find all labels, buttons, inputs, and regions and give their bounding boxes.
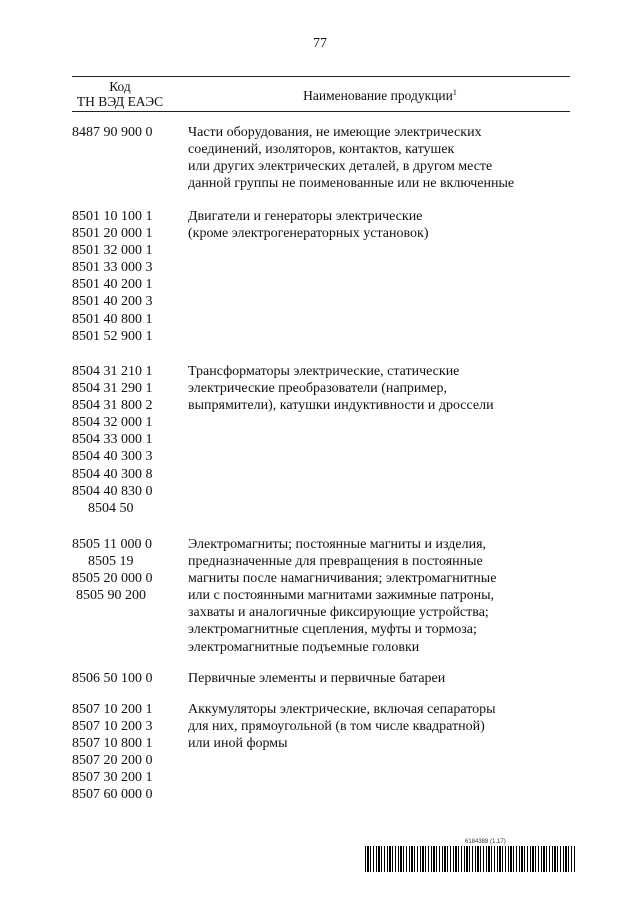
table-header-rule bbox=[72, 111, 570, 112]
code-value: 8501 33 000 3 bbox=[72, 260, 153, 276]
description-line: выпрямители), катушки индуктивности и дроссели bbox=[188, 398, 494, 414]
description-line: или иной формы bbox=[188, 736, 288, 752]
code-cell bbox=[72, 124, 176, 141]
code-value: 8501 32 000 1 bbox=[72, 243, 153, 259]
code-value: 8504 40 300 8 bbox=[72, 466, 153, 482]
column-header-code-line1: Код bbox=[109, 79, 131, 94]
description-line: для них, прямоугольной (в том числе квадратной) bbox=[188, 719, 485, 735]
code-value: 8504 40 300 3 bbox=[72, 449, 153, 465]
description-line: Трансформаторы электрические, статические bbox=[188, 364, 460, 379]
page-number: 77 bbox=[313, 36, 327, 51]
column-header-code-line2: ТН ВЭД ЕАЭС bbox=[76, 94, 164, 109]
description-cell bbox=[188, 701, 578, 752]
code-value: 8501 20 000 1 bbox=[72, 226, 153, 242]
code-cell bbox=[72, 536, 176, 604]
description-line: или с постоянными магнитами зажимные патроны, bbox=[188, 588, 495, 604]
code-value: 8504 32 000 1 bbox=[72, 415, 153, 431]
description-cell bbox=[188, 363, 578, 414]
code-value: 8506 50 100 0 bbox=[72, 671, 153, 686]
footnote-marker: 1 bbox=[452, 88, 457, 97]
column-header-code bbox=[70, 79, 170, 109]
code-value: 8505 20 000 0 bbox=[72, 571, 153, 587]
description-line: или других электрических деталей, в другом месте bbox=[188, 159, 493, 175]
description-line: электромагнитные подъемные головки bbox=[188, 639, 420, 655]
code-value: 8507 20 200 0 bbox=[72, 753, 153, 769]
code-value: 8504 50 bbox=[88, 500, 134, 516]
code-value: 8507 10 200 3 bbox=[72, 719, 153, 735]
description-line: Части оборудования, не имеющие электрических bbox=[188, 125, 482, 140]
description-line: данной группы не поименованные или не включенные bbox=[188, 176, 515, 192]
code-value: 8505 19 bbox=[88, 554, 134, 570]
column-header-name-text: Наименование продукции bbox=[303, 88, 453, 103]
code-value: 8504 33 000 1 bbox=[72, 432, 153, 448]
description-line: соединений, изоляторов, контактов, катушек bbox=[188, 142, 455, 158]
code-value: 8501 40 800 1 bbox=[72, 311, 153, 327]
code-value: 8501 10 100 1 bbox=[72, 209, 153, 224]
document-id: 6184388 (1.17) bbox=[465, 839, 506, 845]
code-value: 8507 10 200 1 bbox=[72, 702, 153, 717]
description-cell bbox=[188, 208, 578, 242]
description-line: электромагнитные сцепления, муфты и тормоза; bbox=[188, 622, 477, 638]
column-header-name bbox=[190, 88, 570, 104]
code-cell bbox=[72, 701, 176, 804]
code-value: 8504 31 800 2 bbox=[72, 398, 153, 414]
table-top-rule bbox=[72, 76, 570, 77]
code-value: 8505 11 000 0 bbox=[72, 537, 152, 552]
description-cell bbox=[188, 670, 578, 687]
code-value: 8504 40 830 0 bbox=[72, 483, 153, 499]
code-cell bbox=[72, 363, 176, 517]
description-line: предназначенные для превращения в постоянные bbox=[188, 554, 483, 570]
description-line: Аккумуляторы электрические, включая сепараторы bbox=[188, 702, 496, 717]
code-value: 8504 31 290 1 bbox=[72, 381, 153, 397]
description-line: Электромагниты; постоянные магниты и изделия, bbox=[188, 537, 487, 552]
description-line: захваты и аналогичные фиксирующие устройства; bbox=[188, 605, 489, 621]
code-value: 8507 60 000 0 bbox=[72, 787, 153, 803]
description-cell bbox=[188, 536, 578, 656]
code-value: 8501 52 900 1 bbox=[72, 328, 153, 344]
code-value: 8501 40 200 3 bbox=[72, 294, 153, 310]
code-value: 8507 30 200 1 bbox=[72, 770, 153, 786]
description-line: (кроме электрогенераторных установок) bbox=[188, 226, 429, 242]
code-value: 8504 31 210 1 bbox=[72, 364, 153, 379]
code-cell bbox=[72, 670, 176, 687]
code-cell bbox=[72, 208, 176, 345]
description-line: электрические преобразователи (например, bbox=[188, 381, 447, 397]
description-cell bbox=[188, 124, 578, 192]
code-value: 8501 40 200 1 bbox=[72, 277, 153, 293]
code-value: 8507 10 800 1 bbox=[72, 736, 153, 752]
code-value: 8487 90 900 0 bbox=[72, 125, 153, 140]
description-line: магниты после намагничивания; электромагнитные bbox=[188, 571, 497, 587]
description-line: Двигатели и генераторы электрические bbox=[188, 209, 423, 224]
barcode bbox=[365, 846, 576, 872]
description-line: Первичные элементы и первичные батареи bbox=[188, 671, 446, 686]
code-value: 8505 90 200 bbox=[76, 588, 146, 604]
